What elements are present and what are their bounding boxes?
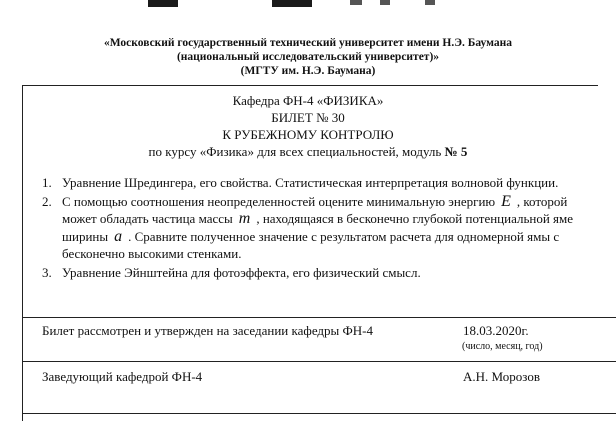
question-number: 3. [42,264,52,280]
question-text: Уравнение Шредингера, его свойства. Статистическая интерпретация волновой функции. [62,175,559,190]
control-title: К РУБЕЖНОМУ КОНТРОЛЮ [222,127,394,142]
date-hint: (число, месяц, год) [462,341,543,352]
toolbar-button[interactable] [272,0,312,7]
institution-line1: «Московский государственный технический университет имени Н.Э. Баумана [103,37,513,49]
ticket-number: БИЛЕТ № 30 [271,110,345,125]
module-number: № 5 [444,144,468,159]
institution-header [0,36,616,78]
question-text: Уравнение Эйнштейна для фотоэффекта, его физический смысл. [62,264,421,280]
question-text: , находящаяся в бесконечно глубокой потенциальной яме ширины [62,211,574,244]
question-item [42,193,590,263]
browser-toolbar [0,0,616,9]
divider [22,361,616,362]
toolbar-icon[interactable] [425,0,435,5]
divider [22,317,616,318]
head-label: Заведующий кафедрой ФН-4 [42,369,203,384]
question-text: . Сравните полученное значение с результатом расчета для одномерной ямы с бесконечно высокими стенками. [62,228,560,261]
course-line [0,143,616,160]
question-text: С помощью соотношения неопределенностей оцените минимальную энергию [62,193,496,209]
institution-line3: (МГТУ им. Н.Э. Баумана) [240,65,376,77]
course-text: по курсу «Физика» для всех специальностей, модуль [148,144,442,159]
variable-e: E [501,192,511,210]
toolbar-button[interactable] [148,0,178,7]
institution-line2: (национальный исследовательский университет)» [176,51,440,63]
variable-a: a [114,227,123,245]
question-number: 2. [42,193,52,209]
head-name: А.Н. Морозов [463,369,540,384]
approval-date: 18.03.2020г. [463,323,529,338]
question-item [42,264,590,282]
question-item [42,174,590,192]
toolbar-icon[interactable] [380,0,390,5]
question-number: 1. [42,175,52,190]
variable-m: m [238,210,251,227]
department-title: Кафедра ФН-4 «ФИЗИКА» [232,93,384,108]
question-text: , которой может обладать частица массы [62,193,568,226]
approval-text: Билет рассмотрен и утвержден на заседании кафедры ФН-4 [42,323,373,338]
toolbar-icon[interactable] [350,0,362,5]
question-list [42,174,590,281]
ticket-header [0,92,616,160]
divider [22,413,616,414]
